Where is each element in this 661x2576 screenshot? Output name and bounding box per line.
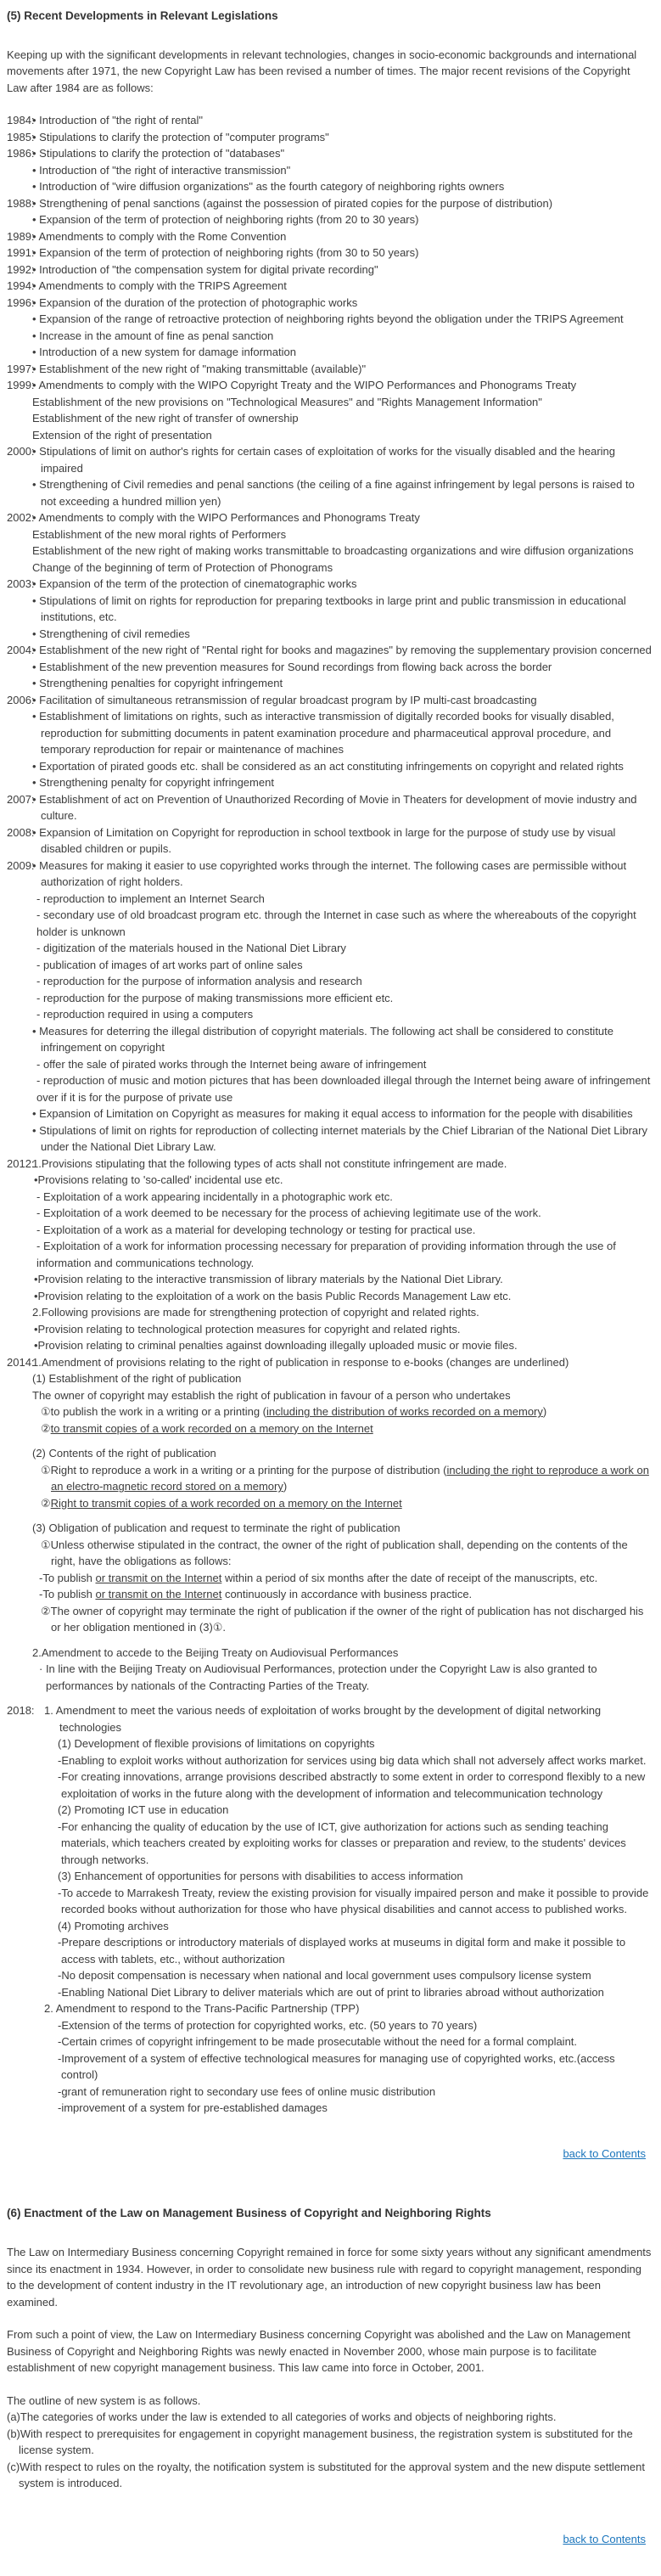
timeline-item: • Strengthening of penal sanctions (against the possession of pirated copies for the purpose of distribution) [32,196,553,210]
timeline-item: -To publish or transmit on the Internet within a period of six months after the date of receipt of the manuscripts, etc. [39,1571,598,1584]
timeline-items [32,377,653,443]
timeline-item: • Introduction of a new system for damage information [32,346,296,359]
timeline-items [32,112,653,129]
timeline-item: - reproduction required in using a computers [36,1008,254,1021]
year-label: 2007: [7,792,35,806]
outline-item: (a)The categories of works under the law is extended to all categories of works and objects of neighboring rights. [7,2410,557,2424]
year-label: 1991: [7,246,35,260]
timeline-item: Establishment of the new moral rights of Performers [32,527,287,541]
timeline-item: • Introduction of "the right of rental" [32,114,203,127]
section-recent-developments [7,8,653,2162]
timeline-item: • Stipulations of limit on rights for reproduction of collecting internet materials by the Chief Librarian of the National Diet Library under the National Diet Library Law. [32,1123,647,1154]
timeline-entry [7,112,653,129]
spacer [32,1511,653,1520]
timeline-items [32,278,653,295]
timeline-item: - Exploitation of a work as a material for developing technology or testing for practical use. [36,1223,476,1236]
legislation-timeline [7,112,653,2117]
timeline-entry [7,642,653,692]
timeline-item: • Amendments to comply with the WIPO Copyright Treaty and the WIPO Performances and Phonograms Treaty [32,379,577,392]
timeline-items [32,576,653,642]
timeline-entry [7,228,653,245]
timeline-item: - secondary use of old broadcast program etc. through the Internet in case such as where the whereabouts of the copyright holder is unknown [36,908,636,938]
timeline-item: 2.Amendment to accede to the Beijing Treaty on Audiovisual Performances [32,1645,399,1659]
timeline-item: • Stipulations of limit on rights for reproduction for preparing textbooks in large print and public transmission in educational institutions, etc. [32,593,626,624]
timeline-item: • Establishment of limitations on rights, such as interactive transmission of digitally recorded books for visually disabled, reproduction for submitting documents in patent examination procedure and pharmaceutical approval procedure, and temporary reproduction for repair or maintenance of machines [32,710,614,756]
timeline-item: · In line with the Beijing Treaty on Audiovisual Performances, protection under the Copyright Law is also granted to performances by nationals of the Contracting Parties of the Treaty. [39,1662,597,1692]
timeline-items [32,1156,653,1354]
timeline-entry [7,129,653,146]
outline-item: (b)With respect to prerequisites for engagement in copyright management business, the registration system is substituted for the license system. [7,2427,633,2457]
timeline-item: • Amendments to comply with the TRIPS Agreement [32,279,287,293]
timeline-item: • Introduction of "the compensation system for digital private recording" [32,262,378,276]
year-label: 2000: [7,445,35,458]
timeline-item: Establishment of the new provisions on "Technological Measures" and "Rights Management Information" [32,395,542,408]
timeline-item: • Strengthening of Civil remedies and penal sanctions (the ceiling of a fine against infringement by legal persons is raised to not exceeding a hundred million yen) [32,478,635,508]
timeline-entry [7,443,653,509]
timeline-item: • Facilitation of simultaneous retransmission of regular broadcast program by IP multi-cast broadcasting [32,693,537,706]
timeline-item: • Expansion of the range of retroactive protection of neighboring rights beyond the obligation under the TRIPS Agreement [32,312,624,326]
timeline-entry [7,824,653,858]
timeline-item: • Establishment of the new right of "Rental right for books and magazines" by removing the supplementary provision concerned [32,644,652,657]
outline-intro: The outline of new system is as follows. [7,2393,201,2407]
timeline-items [32,443,653,509]
timeline-item: - Exploitation of a work deemed to be necessary for the process of achieving legitimate use of the work. [36,1206,541,1220]
timeline-item: • Stipulations to clarify the protection of "databases" [32,147,285,160]
timeline-item: • Introduction of "wire diffusion organizations" as the fourth category of neighboring rights owners [32,180,505,194]
timeline-item: Establishment of the new right of transfer of ownership [32,412,299,425]
year-label: 1985: [7,130,35,143]
year-label: 1986: [7,147,35,160]
timeline-entry [7,377,653,443]
section6-heading: (6) Enactment of the Law on Management Business of Copyright and Neighboring Rights [7,2207,491,2220]
timeline-item: • Establishment of the new prevention measures for Sound recordings from flowing back across the border [32,660,552,673]
timeline-item: -grant of remuneration right to secondary use fees of online music distribution [58,2084,436,2098]
timeline-item: - Exploitation of a work appearing incidentally in a photographic work etc. [36,1190,393,1203]
timeline-item: Extension of the right of presentation [32,428,212,442]
timeline-item: • Amendments to comply with the WIPO Performances and Phonograms Treaty [32,511,420,525]
timeline-item: 1.Provisions stipulating that the following types of acts shall not constitute infringement are made. [32,1156,507,1170]
year-label: 2008: [7,825,35,839]
timeline-item: • Expansion of the term of protection of neighboring rights (from 30 to 50 years) [32,246,419,260]
back-to-contents-link[interactable]: back to Contents [563,2532,646,2545]
timeline-item: • Establishment of the new right of "making transmittable (available)" [32,362,367,375]
timeline-entry [7,1156,653,1354]
timeline-item: • Strengthening penalty for copyright infringement [32,776,274,790]
timeline-item: -No deposit compensation is necessary when national and local government uses compulsory license system [58,1969,591,1983]
timeline-items [32,1702,653,2117]
timeline-item: • Strengthening of civil remedies [32,627,190,640]
timeline-item: -Extension of the terms of protection for copyrighted works, etc. (50 years to 70 years) [58,2018,478,2032]
timeline-item: (2) Promoting ICT use in education [58,1803,229,1817]
timeline-items [32,824,653,858]
timeline-item: (1) Development of flexible provisions of limitations on copyrights [58,1737,375,1751]
timeline-items [32,791,653,824]
timeline-items [32,295,653,361]
back-to-contents-link[interactable]: back to Contents [563,2146,646,2160]
section6-paragraph-2: From such a point of view, the Law on Intermediary Business concerning Copyright was abolished and the Law on Management Business of Copyright and Neighboring Rights was newly enacted in November 2000, whose main purpose is to facilitate establishment of new copyright management business. This law came into force in October, 2001. [7,2328,630,2375]
timeline-item: 1.Amendment of provisions relating to the right of publication in response to e-books (changes are underlined) [32,1355,569,1369]
section6-paragraph-1: The Law on Intermediary Business concerning Copyright remained in force for some sixty years without any significant amendments since its enactment in 1934. However, in order to consolidate new business rule with regard to copyright management, responding to the development of content industry in the IT revolutionary age, an introduction of new copyright business law has been examined. [7,2246,652,2309]
timeline-item: -Enabling National Diet Library to deliver materials which are out of print to libraries abroad without authorization [58,1985,604,1999]
year-label: 1994: [7,279,35,293]
timeline-item: • Expansion of the term of protection of neighboring rights (from 20 to 30 years) [32,213,419,227]
outline-item: (c)With respect to rules on the royalty, the notification system is substituted for the approval system and the new dispute settlement system is introduced. [7,2460,645,2490]
year-label: 1984: [7,114,35,127]
timeline-item: -Prepare descriptions or introductory materials of displayed works at museums in digital form and make it possible to access with tablets, etc., without authorization [58,1936,626,1966]
timeline-items [32,145,653,195]
timeline-items [32,642,653,692]
timeline-item: • Amendments to comply with the Rome Convention [32,229,287,243]
timeline-item: • Expansion of the term of the protection of cinematographic works [32,577,357,591]
year-label: 2006: [7,693,35,706]
year-label: 2012: [7,1156,35,1170]
timeline-entry [7,509,653,576]
year-label: 2003: [7,577,35,591]
timeline-item: Change of the beginning of term of Protection of Phonograms [32,560,333,574]
timeline-item: • Strengthening penalties for copyright infringement [32,677,283,690]
timeline-item: ①Right to reproduce a work in a writing or a printing for the purpose of distribution (including the right to reproduce a work on an electro-magnetic record stored on a memory) [41,1463,649,1493]
timeline-item: - offer the sale of pirated works through the Internet being aware of infringement [36,1057,427,1071]
timeline-item: •Provision relating to the interactive transmission of library materials by the National Diet Library. [34,1273,503,1286]
timeline-item: -Improvement of a system of effective technological measures for managing use of copyrighted works, etc.(access control) [58,2051,615,2082]
timeline-items [32,509,653,576]
timeline-entry [7,361,653,378]
year-label: 1992: [7,262,35,276]
timeline-entry [7,692,653,791]
timeline-item: - reproduction of music and motion pictures that has been downloaded illegal through the Internet being aware of infringement over if it is for the purpose of private use [36,1074,651,1104]
timeline-item: •Provision relating to the exploitation of a work on the basis Public Records Management Law etc. [34,1289,512,1302]
timeline-item: 2. Amendment to respond to the Trans-Pacific Partnership (TPP) [44,2002,360,2016]
timeline-items [32,1354,653,1703]
timeline-items [32,129,653,146]
back-link-row [7,2146,646,2163]
timeline-item: • Stipulations to clarify the protection of "computer programs" [32,130,329,143]
year-label: 1989: [7,229,35,243]
timeline-item: -To accede to Marrakesh Treaty, review the existing provision for visually impaired person and make it possible to provide recorded books without authorization for those who have physical disabilities and cannot access to published works. [58,1886,649,1916]
timeline-entry [7,195,653,228]
timeline-item: • Stipulations of limit on author's rights for certain cases of exploitation of works for the visually disabled and the hearing impaired [32,445,616,475]
timeline-item: -For creating innovations, arrange provisions described abstractly to some extent in order to correspond flexibly to a new exploitation of works in the future along with the development of information and telecommunication technology [58,1770,646,1800]
year-label: 1988: [7,196,35,210]
year-label: 1997: [7,362,35,375]
timeline-item: - publication of images of art works part of online sales [36,958,303,971]
timeline-entry [7,278,653,295]
spacer [32,1437,653,1445]
timeline-item: • Expansion of Limitation on Copyright as measures for making it equal access to information for the people with disabilities [32,1107,633,1121]
timeline-item: - reproduction for the purpose of making transmissions more efficient etc. [36,991,394,1004]
timeline-item: (1) Establishment of the right of publication [32,1372,242,1386]
timeline-item: • Introduction of "the right of interactive transmission" [32,163,291,177]
year-label: 2004: [7,644,35,657]
timeline-entry [7,1702,653,2117]
timeline-item: • Increase in the amount of fine as penal sanction [32,329,274,342]
timeline-item: •Provision relating to criminal penalties against downloading illegally uploaded music or movie files. [34,1339,518,1353]
timeline-item: - reproduction to implement an Internet Search [36,891,265,905]
year-label: 2018: [7,1704,35,1718]
timeline-entry [7,791,653,824]
timeline-entry [7,295,653,361]
timeline-item: • Establishment of act on Prevention of Unauthorized Recording of Movie in Theaters for development of movie industry and culture. [32,792,637,823]
timeline-item: -Enabling to exploit works without authorization for services using big data which shall not adversely affect works market. [58,1753,647,1767]
timeline-item: (3) Obligation of publication and request to terminate the right of publication [32,1521,401,1535]
timeline-item: -Certain crimes of copyright infringement to be made prosecutable without the need for a formal complaint. [58,2035,578,2049]
timeline-items [32,195,653,228]
timeline-entry [7,858,653,1156]
timeline-item: ①Unless otherwise stipulated in the contract, the owner of the right of publication shall, depending on the contents of the right, have the obligations as follows: [41,1538,628,1568]
timeline-item: ②to transmit copies of a work recorded on a memory on the Internet [41,1421,373,1435]
timeline-items [32,858,653,1156]
spacer [32,1694,653,1702]
timeline-item: • Measures for making it easier to use copyrighted works through the internet. The following cases are permissible without authorization of right holders. [32,858,627,889]
timeline-item: - digitization of the materials housed in the National Diet Library [36,942,346,955]
timeline-item: • Exportation of pirated goods etc. shall be considered as an act constituting infringements on copyright and related rights [32,759,624,773]
year-label: 2002: [7,511,35,525]
timeline-item: The owner of copyright may establish the right of publication in favour of a person who undertakes [32,1388,511,1402]
back-link-row [7,2531,646,2548]
timeline-item: (4) Promoting archives [58,1919,169,1932]
timeline-items [32,361,653,378]
timeline-item: (2) Contents of the right of publication [32,1447,216,1460]
timeline-item: -For enhancing the quality of education by the use of ICT, give authorization for actions such as sending teaching materials, which teachers created by exploiting works for classes or preparation and review, to the students' devices through networks. [58,1820,626,1866]
timeline-item: - Exploitation of a work for information processing necessary for preparation of providing information through the use of information and communications technology. [36,1240,616,1269]
year-label: 1999: [7,379,35,392]
timeline-item: 2.Following provisions are made for strengthening protection of copyright and related rights. [32,1306,479,1319]
timeline-item: -To publish or transmit on the Internet continuously in accordance with business practice. [39,1588,473,1601]
new-system-outline [7,2409,653,2492]
timeline-entry [7,262,653,278]
timeline-item: Establishment of the new right of making works transmittable to broadcasting organizations and wire diffusion organizations [32,544,634,558]
timeline-item: ②The owner of copyright may terminate the right of publication if the owner of the right of publication has not discharged his or her obligation mentioned in (3)①. [41,1604,644,1634]
spacer [32,1636,653,1645]
section5-heading: (5) Recent Developments in Relevant Legislations [7,9,278,22]
timeline-entry [7,576,653,642]
timeline-item: • Expansion of the duration of the protection of photographic works [32,295,358,309]
timeline-item: -improvement of a system for pre-established damages [58,2101,328,2115]
timeline-items [32,245,653,262]
timeline-item: 1. Amendment to meet the various needs of exploitation of works brought by the development of digital networking technologies [44,1704,602,1734]
section5-intro-paragraph: Keeping up with the significant developments in relevant technologies, changes in socio-economic backgrounds and international movements after 1971, the new Copyright Law has been revised a number of times. The major recent revisions of the Copyright Law after 1984 are as follows: [7,48,637,94]
year-label: 2009: [7,858,35,872]
year-label: 2014: [7,1355,35,1369]
timeline-entry [7,245,653,262]
timeline-entry [7,1354,653,1703]
timeline-item: ①to publish the work in a writing or a printing (including the distribution of works recorded on a memory) [41,1405,547,1419]
timeline-item: • Measures for deterring the illegal distribution of copyright materials. The following act shall be considered to constitute infringement on copyright [32,1024,614,1055]
timeline-items [32,692,653,791]
timeline-item: (3) Enhancement of opportunities for persons with disabilities to access information [58,1870,463,1883]
year-label: 1996: [7,295,35,309]
timeline-item: ②Right to transmit copies of a work recorded on a memory on the Internet [41,1496,402,1510]
timeline-item: • Expansion of Limitation on Copyright for reproduction in school textbook in large for the purpose of study use by visual disabled children or pupils. [32,825,616,856]
timeline-item: •Provision relating to technological protection measures for copyright and related rights. [34,1322,461,1336]
timeline-item: •Provisions relating to 'so-called' incidental use etc. [34,1173,283,1187]
timeline-item: - reproduction for the purpose of information analysis and research [36,975,362,988]
timeline-items [32,262,653,278]
section-enactment-law [7,2206,653,2547]
timeline-entry [7,145,653,195]
timeline-items [32,228,653,245]
